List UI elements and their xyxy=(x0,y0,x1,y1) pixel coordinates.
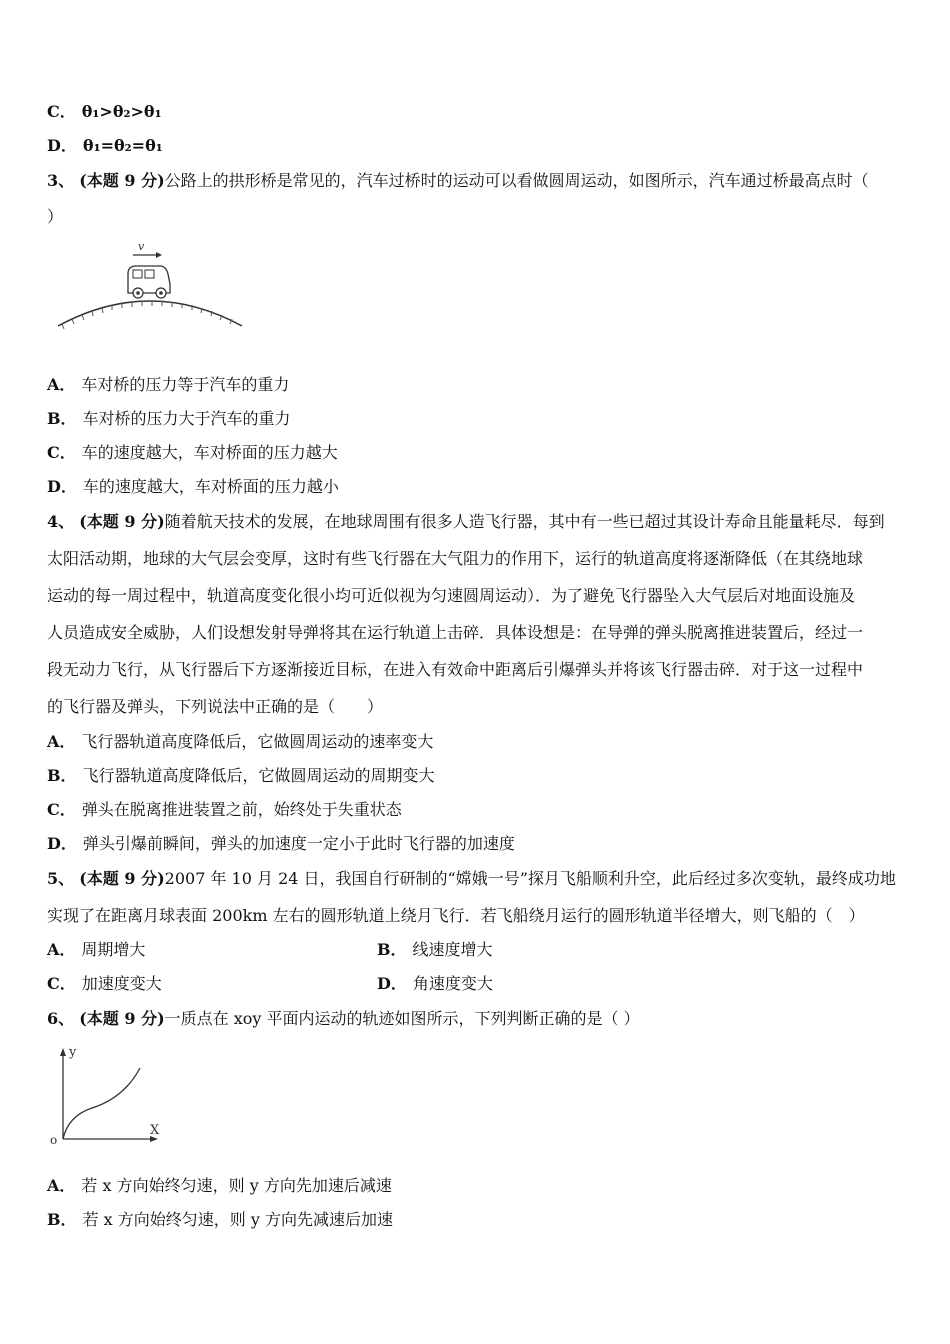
option-label: D． xyxy=(47,477,77,496)
q5-option-b xyxy=(377,939,493,961)
option-label: B． xyxy=(377,940,407,959)
option-label: B． xyxy=(47,1210,77,1229)
question-text: 公路上的拱形桥是常见的，汽车过桥时的运动可以看做圆周运动，如图所示，汽车通过桥最高点时（ xyxy=(164,171,869,190)
q5-option-d xyxy=(377,973,493,995)
q5-stem-line1 xyxy=(47,868,896,890)
option-text: 若 x 方向始终匀速，则 y 方向先加速后减速 xyxy=(81,1176,392,1195)
q6-option-a xyxy=(47,1175,392,1197)
option-label: C． xyxy=(47,974,76,993)
question-text: 一质点在 xoy 平面内运动的轨迹如图所示，下列判断正确的是（ ） xyxy=(164,1009,640,1028)
q4-stem-line4: 人员造成安全威胁，人们设想发射导弹将其在运行轨道上击碎．具体设想是：在导弹的弹头脱离推进装置后，经过一 xyxy=(47,623,864,642)
q3-option-a xyxy=(47,374,289,396)
option-label: C． xyxy=(47,443,76,462)
option-label: A． xyxy=(47,1176,76,1195)
q4-stem-line5: 段无动力飞行，从飞行器后下方逐渐接近目标，在进入有效命中距离后引爆弹头并将该飞行器击碎．对于这一过程中 xyxy=(47,660,864,679)
q5-option-a xyxy=(47,939,145,961)
origin-label: o xyxy=(50,1133,58,1147)
q4-option-c xyxy=(47,799,402,821)
question-number: 4、 xyxy=(47,512,75,531)
option-label: B． xyxy=(47,409,77,428)
option-text: 车的速度越大，车对桥面的压力越小 xyxy=(82,477,339,496)
option-text: 车对桥的压力大于汽车的重力 xyxy=(82,409,291,428)
option-text: 弹头在脱离推进装置之前，始终处于失重状态 xyxy=(81,800,402,819)
option-text: 周期增大 xyxy=(81,940,146,959)
q4-option-a xyxy=(47,731,433,753)
option-text: 角速度变大 xyxy=(412,974,493,993)
option-label: A． xyxy=(47,940,76,959)
option-text: 若 x 方向始终匀速，则 y 方向先减速后加速 xyxy=(82,1210,393,1229)
option-text: 车对桥的压力等于汽车的重力 xyxy=(81,375,290,394)
question-number: 3、 xyxy=(47,171,75,190)
question-tag: (本题 9 分) xyxy=(79,869,165,888)
q3-option-d xyxy=(47,476,339,498)
option-label: D． xyxy=(377,974,407,993)
question-tag: (本题 9 分) xyxy=(79,171,165,190)
car-icon xyxy=(128,266,170,298)
question-number: 6、 xyxy=(47,1009,75,1028)
q3-stem-line1 xyxy=(47,170,869,192)
y-axis-label: y xyxy=(69,1045,77,1060)
q5-option-c xyxy=(47,973,162,995)
trajectory-figure xyxy=(46,1040,171,1150)
question-text: 随着航天技术的发展，在地球周围有很多人造飞行器，其中有一些已超过其设计寿命且能量耗尽．每到 xyxy=(164,512,885,531)
option-label: C． xyxy=(47,800,76,819)
q2-option-c xyxy=(47,101,162,123)
option-label: C． xyxy=(47,102,76,121)
q6-option-b xyxy=(47,1209,393,1231)
option-label: D． xyxy=(47,834,77,853)
velocity-label: v xyxy=(138,240,145,253)
q4-option-d xyxy=(47,833,515,855)
option-text: 加速度变大 xyxy=(81,974,162,993)
q4-stem-line2: 太阳活动期，地球的大气层会变厚，这时有些飞行器在大气阻力的作用下，运行的轨道高度将逐渐降低（在其绕地球 xyxy=(47,549,864,568)
option-text: θ₁>θ₂>θ₁ xyxy=(81,102,162,121)
option-text: 弹头引爆前瞬间，弹头的加速度一定小于此时飞行器的加速度 xyxy=(82,834,515,853)
q4-stem-line6: 的飞行器及弹头，下列说法中正确的是（ ） xyxy=(47,697,384,716)
q4-stem-line3: 运动的每一周过程中，轨道高度变化很小均可近似视为匀速圆周运动）．为了避免飞行器坠入大气层后对地面设施及 xyxy=(47,586,856,605)
option-label: A． xyxy=(47,732,76,751)
option-text: 飞行器轨道高度降低后，它做圆周运动的周期变大 xyxy=(82,766,435,785)
q3-option-c xyxy=(47,442,338,464)
question-tag: (本题 9 分) xyxy=(79,1009,165,1028)
q3-option-b xyxy=(47,408,291,430)
q2-option-d xyxy=(47,135,163,157)
option-label: D． xyxy=(47,136,77,155)
q5-stem-line2: 实现了在距离月球表面 200km 左右的圆形轨道上绕月飞行．若飞船绕月运行的圆形轨道半径增大，则飞船的（ ） xyxy=(47,906,865,925)
question-text: 2007 年 10 月 24 日，我国自行研制的“嫦娥一号”探月飞船顺利升空，此后经过多次变轨，最终成功地 xyxy=(164,869,896,888)
option-text: 车的速度越大，车对桥面的压力越大 xyxy=(81,443,338,462)
question-number: 5、 xyxy=(47,869,75,888)
option-text: 飞行器轨道高度降低后，它做圆周运动的速率变大 xyxy=(81,732,434,751)
q6-stem xyxy=(47,1008,640,1030)
option-text: 线速度增大 xyxy=(412,940,493,959)
question-tag: (本题 9 分) xyxy=(79,512,165,531)
option-label: A． xyxy=(47,375,76,394)
q3-stem-line2: ） xyxy=(47,207,64,226)
option-text: θ₁=θ₂=θ₁ xyxy=(82,136,163,155)
option-label: B． xyxy=(47,766,77,785)
x-axis-label: X xyxy=(150,1123,160,1138)
q4-option-b xyxy=(47,765,435,787)
bridge-car-figure xyxy=(52,236,252,336)
q4-stem-line1 xyxy=(47,511,885,533)
